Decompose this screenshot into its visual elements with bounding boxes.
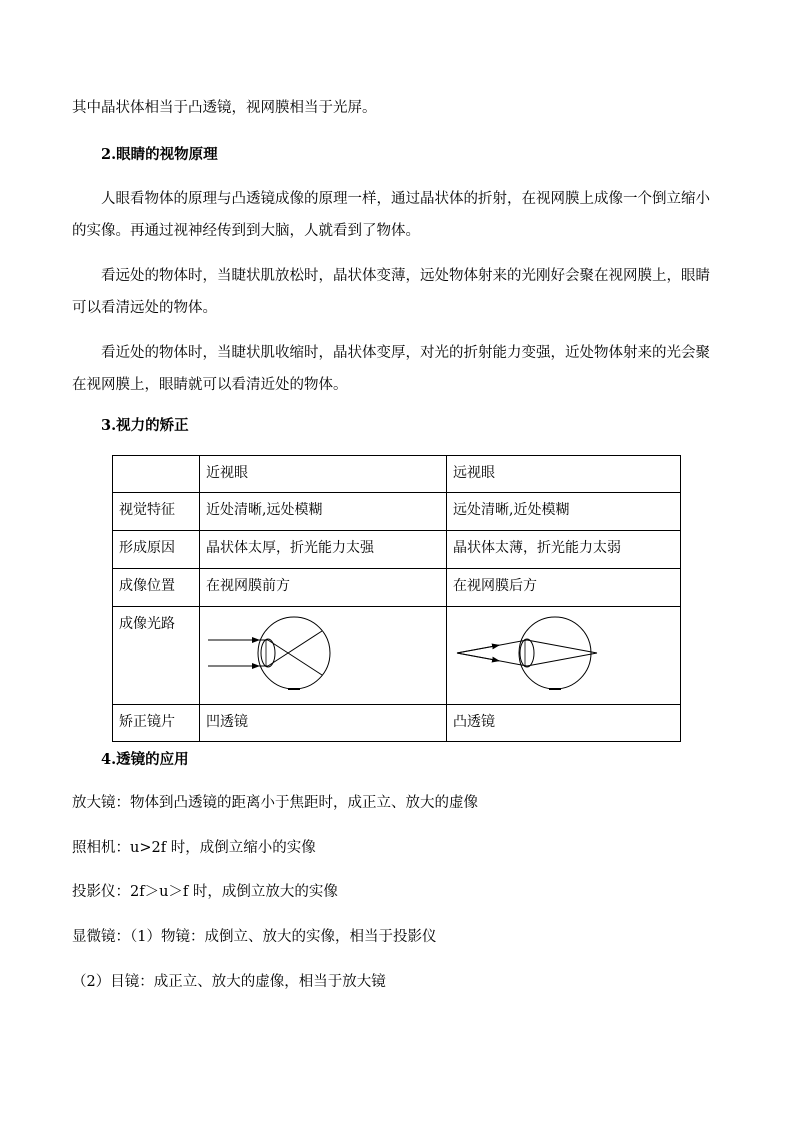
table-cell — [113, 456, 200, 493]
table-cell: 在视网膜前方 — [200, 569, 447, 607]
table-header-myopia: 近视眼 — [200, 456, 447, 493]
table-cell: 远处清晰,近处模糊 — [447, 493, 681, 531]
table-cell: 成像位置 — [113, 569, 200, 607]
table-cell: 凸透镜 — [447, 705, 681, 742]
table-header-hyperopia: 远视眼 — [447, 456, 681, 493]
vision-correction-table — [112, 455, 681, 742]
lens-note-paragraph: 其中晶状体相当于凸透镜，视网膜相当于光屏。 — [72, 100, 377, 116]
table-header-row — [113, 456, 681, 493]
table-cell: 晶状体太厚，折光能力太强 — [200, 531, 447, 569]
table-cell: 凹透镜 — [200, 705, 447, 742]
table-row — [113, 531, 681, 569]
heading-vision-correction: 3.视力的矫正 — [101, 417, 189, 434]
camera-line: 照相机：u>2f 时，成倒立缩小的实像 — [72, 840, 316, 856]
table-cell: 近处清晰,远处模糊 — [200, 493, 447, 531]
table-row — [113, 569, 681, 607]
projector-line: 投影仪：2f＞u＞f 时，成倒立放大的实像 — [72, 884, 338, 900]
table-cell: 矫正镜片 — [113, 705, 200, 742]
hyperopia-ray-diagram — [451, 609, 675, 699]
microscope-eyepiece-line: （2）目镜：成正立、放大的虚像，相当于放大镜 — [72, 974, 386, 990]
heading-eye-principle: 2.眼睛的视物原理 — [101, 146, 218, 163]
table-cell: 在视网膜后方 — [447, 569, 681, 607]
table-row — [113, 607, 681, 705]
myopia-ray-diagram — [204, 609, 428, 699]
hyperopia-ray-diagram-cell — [447, 607, 681, 705]
table-row — [113, 705, 681, 742]
far-sight-paragraph: 看远处的物体时，当睫状肌放松时，晶状体变薄，远处物体射来的光刚好会聚在视网膜上，眼睛可以看清远处的物体。 — [72, 268, 710, 316]
table-cell: 形成原因 — [113, 531, 200, 569]
table-row — [113, 493, 681, 531]
table-cell: 晶状体太薄，折光能力太弱 — [447, 531, 681, 569]
heading-lens-application: 4.透镜的应用 — [101, 751, 189, 768]
magnifier-line: 放大镜：物体到凸透镜的距离小于焦距时，成正立、放大的虚像 — [72, 795, 478, 811]
principle-paragraph: 人眼看物体的原理与凸透镜成像的原理一样，通过晶状体的折射，在视网膜上成像一个倒立缩小的实像。再通过视神经传到到大脑，人就看到了物体。 — [72, 191, 710, 239]
microscope-objective-line: 显微镜：（1）物镜：成倒立、放大的实像，相当于投影仪 — [72, 929, 437, 945]
myopia-ray-diagram-cell — [200, 607, 447, 705]
near-sight-paragraph: 看近处的物体时，当睫状肌收缩时，晶状体变厚，对光的折射能力变强，近处物体射来的光会聚在视网膜上，眼睛就可以看清近处的物体。 — [72, 345, 710, 393]
table-cell: 视觉特征 — [113, 493, 200, 531]
table-cell: 成像光路 — [113, 607, 200, 705]
